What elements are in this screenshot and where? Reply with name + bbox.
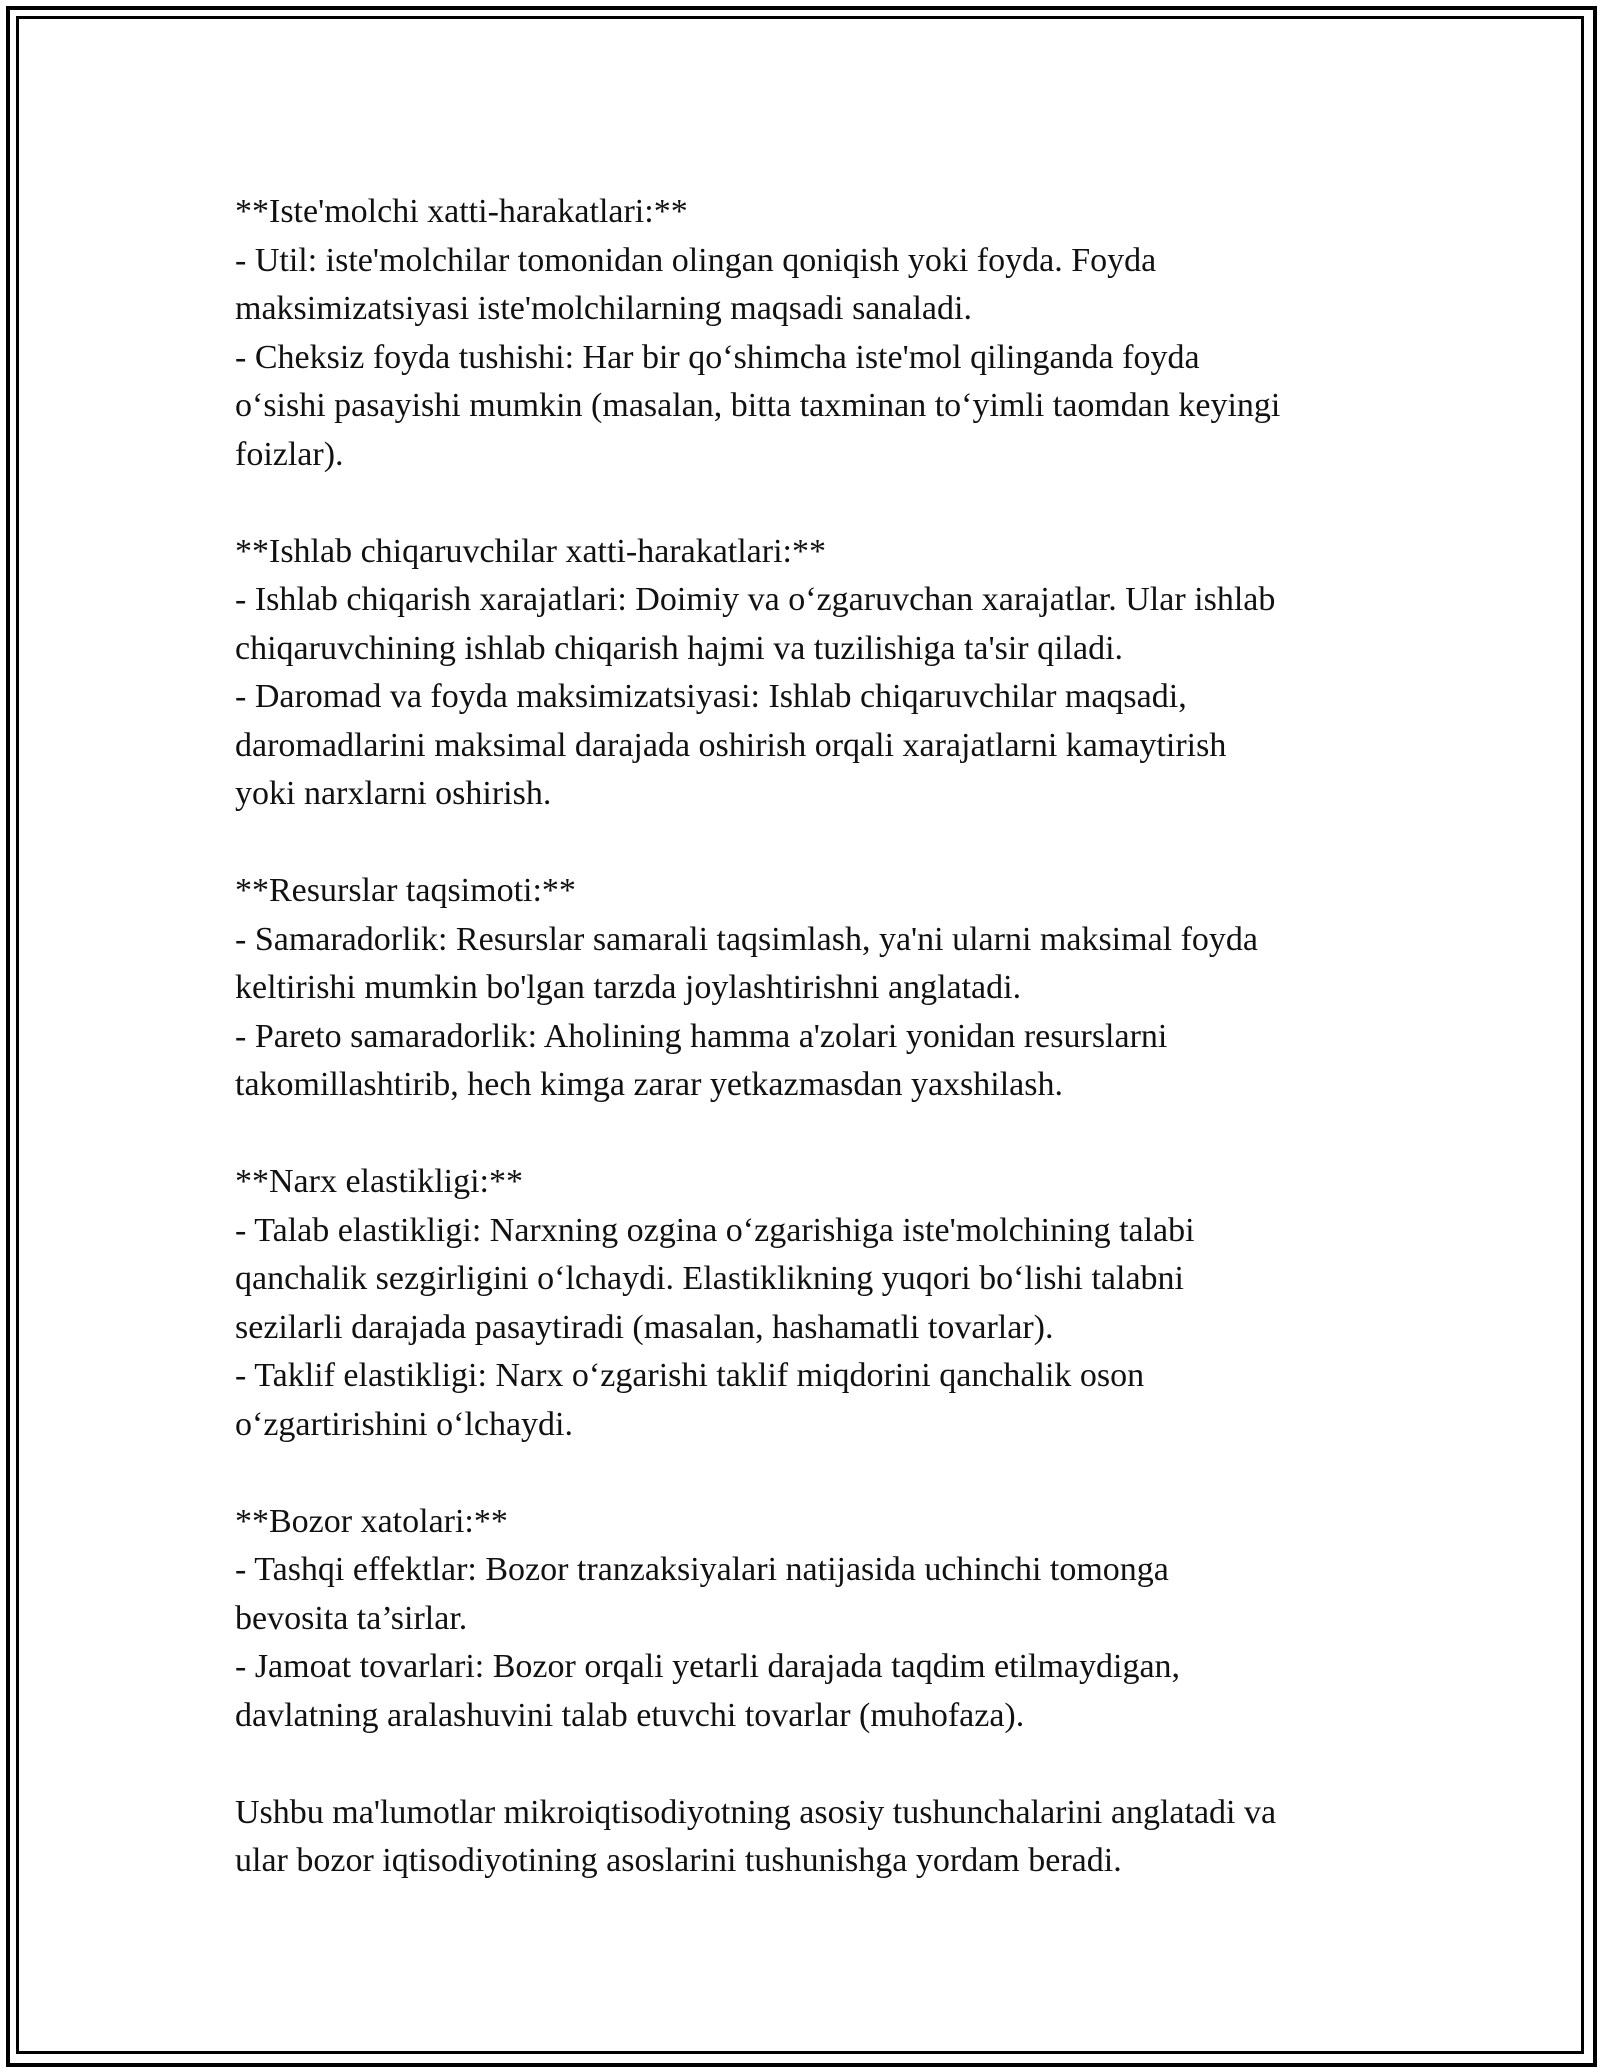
text-line: - Ishlab chiqarish xarajatlari: Doimiy va o‘zgaruvchan xarajatlar. Ular ishlab xyxy=(235,581,1276,618)
text-line: - Pareto samaradorlik: Aholining hamma a'zolari yonidan resurslarni xyxy=(235,1017,1168,1055)
text-line: maksimizatsiyasi iste'molchilarning maqsadi sanaladi. xyxy=(235,290,972,327)
text-line: - Taklif elastikligi: Narx o‘zgarishi taklif miqdorini qanchalik oson xyxy=(235,1357,1145,1394)
text-line: - Util: iste'molchilar tomonidan olingan qoniqish yoki foyda. Foyda xyxy=(235,241,1157,279)
section-consumer-behavior xyxy=(235,188,1415,479)
section-heading: **Ishlab chiqaruvchilar xatti-harakatlari:** xyxy=(235,532,826,570)
section-heading: **Resurslar taqsimoti:** xyxy=(235,872,576,909)
text-line: yoki narxlarni oshirish. xyxy=(235,775,552,812)
conclusion-paragraph xyxy=(235,1789,1415,1886)
paragraph-gap xyxy=(235,1110,1415,1159)
text-line: sezilarli darajada pasaytiradi (masalan, hashamatli tovarlar). xyxy=(235,1308,1054,1346)
text-line: daromadlarini maksimal darajada oshirish orqali xarajatlarni kamaytirish xyxy=(235,726,1227,764)
section-market-failures xyxy=(235,1498,1415,1741)
section-heading: **Bozor xatolari:** xyxy=(235,1502,508,1540)
text-line: bevosita ta’sirlar. xyxy=(235,1599,468,1637)
text-line: - Jamoat tovarlari: Bozor orqali yetarli darajada taqdim etilmaydigan, xyxy=(235,1648,1181,1685)
text-line: - Talab elastikligi: Narxning ozgina o‘zgarishiga iste'molchining talabi xyxy=(235,1211,1195,1249)
section-producer-behavior xyxy=(235,528,1415,819)
text-line: takomillashtirib, hech kimga zarar yetkazmasdan yaxshilash. xyxy=(235,1066,1064,1103)
text-line: - Tashqi effektlar: Bozor tranzaksiyalari natijasida uchinchi tomonga xyxy=(235,1551,1169,1588)
paragraph-gap xyxy=(235,1449,1415,1498)
paragraph-gap xyxy=(235,479,1415,528)
section-heading: **Iste'molchi xatti-harakatlari:** xyxy=(235,193,688,230)
paragraph-gap xyxy=(235,1740,1415,1789)
section-price-elasticity xyxy=(235,1158,1415,1449)
text-line: keltirishi mumkin bo'lgan tarzda joylashtirishni anglatadi. xyxy=(235,969,1022,1006)
text-line: ular bozor iqtisodiyotining asoslarini tushunishga yordam beradi. xyxy=(235,1842,1122,1879)
text-line: qanchalik sezgirligini o‘lchaydi. Elastiklikning yuqori bo‘lishi talabni xyxy=(235,1260,1184,1297)
text-line: foizlar). xyxy=(235,435,344,473)
text-line: - Cheksiz foyda tushishi: Har bir qo‘shimcha iste'mol qilinganda foyda xyxy=(235,338,1200,376)
text-line: - Daromad va foyda maksimizatsiyasi: Ishlab chiqaruvchilar maqsadi, xyxy=(235,678,1187,715)
paragraph-gap xyxy=(235,819,1415,868)
text-line: davlatning aralashuvini talab etuvchi tovarlar (muhofaza). xyxy=(235,1696,1025,1734)
section-resource-allocation xyxy=(235,867,1415,1110)
text-line: chiqaruvchining ishlab chiqarish hajmi va tuzilishiga ta'sir qiladi. xyxy=(235,629,1124,667)
text-line: o‘zgartirishini o‘lchaydi. xyxy=(235,1405,574,1443)
section-heading: **Narx elastikligi:** xyxy=(235,1163,524,1200)
text-line: - Samaradorlik: Resurslar samarali taqsimlash, ya'ni ularni maksimal foyda xyxy=(235,920,1259,958)
text-line: o‘sishi pasayishi mumkin (masalan, bitta taxminan to‘yimli taomdan keyingi xyxy=(235,387,1281,424)
document-body xyxy=(235,188,1415,1886)
text-line: Ushbu ma'lumotlar mikroiqtisodiyotning asosiy tushunchalarini anglatadi va xyxy=(235,1793,1277,1831)
